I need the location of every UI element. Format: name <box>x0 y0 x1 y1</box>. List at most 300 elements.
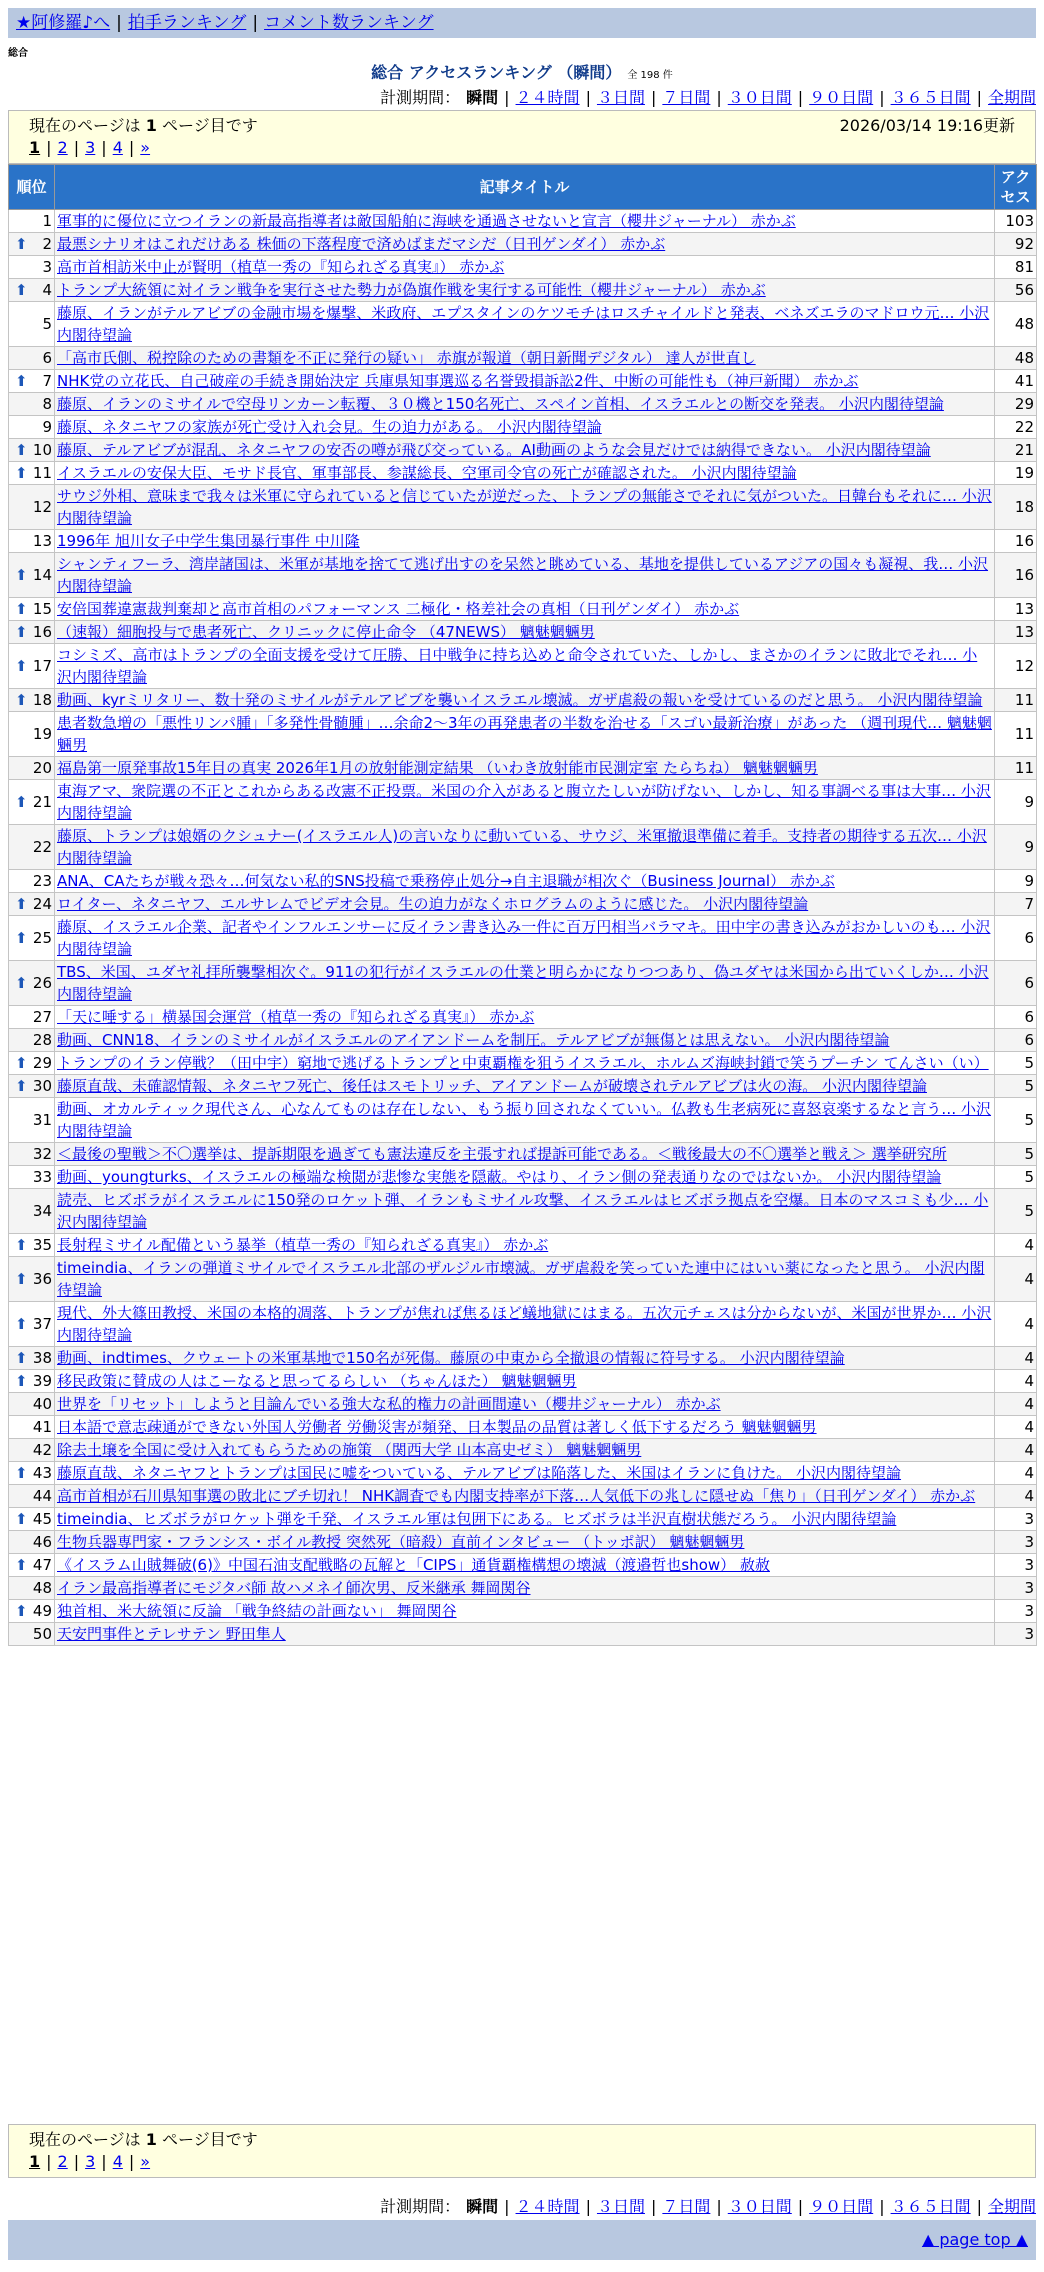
up-arrow-icon: ⬆ <box>15 929 28 947</box>
period-separator: | <box>797 2197 804 2216</box>
table-row <box>9 1485 1037 1508</box>
table-row <box>9 621 1037 644</box>
table-row <box>9 1257 1037 1302</box>
access-count: 12 <box>995 644 1037 689</box>
title-cell <box>55 893 995 916</box>
title-cell <box>55 689 995 712</box>
period-link[interactable]: ９０日間 <box>809 88 874 107</box>
home-link[interactable]: ★阿修羅♪へ <box>16 13 111 33</box>
period-link[interactable]: ７日間 <box>662 88 711 107</box>
page-links <box>29 137 1015 159</box>
article-link[interactable]: timeindia、イランの弾道ミサイルでイスラエル北部のザルジル市壊滅。ガザ虐殺を笑っていた連中にはいい薬になったと思う。 小沢内閣待望論 <box>57 1259 985 1299</box>
table-row <box>9 712 1037 757</box>
table-row <box>9 416 1037 439</box>
period-link[interactable]: ９０日間 <box>809 2197 874 2216</box>
rank-cell <box>9 370 55 393</box>
rank-number: 25 <box>32 929 52 947</box>
access-count: 6 <box>995 916 1037 961</box>
period-separator: | <box>716 2197 722 2216</box>
period-separator: | <box>976 88 982 107</box>
period-link[interactable]: ３６５日間 <box>890 2197 971 2216</box>
up-arrow-icon: ⬆ <box>15 372 28 390</box>
up-arrow-icon: ⬆ <box>15 1372 28 1390</box>
article-link[interactable]: 動画、CNN18、イランのミサイルがイスラエルのアイアンドームを制圧。テルアビブが無傷とは思えない。 小沢内閣待望論 <box>57 1031 890 1049</box>
period-link[interactable]: ７日間 <box>662 2197 711 2216</box>
access-count: 13 <box>995 621 1037 644</box>
ranking-table <box>8 164 1037 1646</box>
article-link[interactable]: 移民政策に賛成の人はこーなると思ってるらしい （ちゃんほた） 魑魅魍魎男 <box>57 1372 577 1390</box>
article-link[interactable]: 動画、kyrミリタリー、数十発のミサイルがテルアビブを襲いイスラエル壊滅。ガザ虐殺の報いを受けているのだと思う。 小沢内閣待望論 <box>57 691 983 709</box>
access-count: 22 <box>995 416 1037 439</box>
up-arrow-icon: ⬆ <box>15 464 28 482</box>
period-link[interactable]: ３０日間 <box>727 88 792 107</box>
article-link[interactable]: 日本語で意志疎通ができない外国人労働者 労働災害が頻発、日本製品の品質は著しく低下するだろう 魑魅魍魎男 <box>57 1418 817 1436</box>
article-link[interactable]: 現代、外大篠田教授、米国の本格的凋落、トランプが焦れば焦るほど蟻地獄にはまる。五次元チェスは分からないが、米国が世界か… 小沢内閣待望論 <box>57 1304 992 1344</box>
rank-number: 22 <box>32 838 52 856</box>
comment-ranking-link[interactable]: コメント数ランキング <box>264 13 434 33</box>
page-link[interactable]: 2 <box>57 138 68 157</box>
rank-cell <box>9 1531 55 1554</box>
access-count: 4 <box>995 1462 1037 1485</box>
table-row <box>9 1623 1037 1646</box>
access-count: 92 <box>995 233 1037 256</box>
table-row <box>9 870 1037 893</box>
clap-ranking-link[interactable]: 拍手ランキング <box>127 13 247 33</box>
page-title: 総合 アクセスランキング （瞬間） <box>371 63 622 82</box>
title-cell <box>55 1052 995 1075</box>
article-link[interactable]: 藤原直哉、ネタニヤフとトランプは国民に嘘をついている、テルアビブは陥落した、米国はイランに負けた。 小沢内閣待望論 <box>57 1464 902 1482</box>
rank-number: 16 <box>32 623 52 641</box>
article-link[interactable]: 動画、indtimes、クウェートの米軍基地で150名が死傷。藤原の中東から全撤退の情報に符号する。 小沢内閣待望論 <box>57 1349 845 1367</box>
up-arrow-icon: ⬆ <box>15 1315 28 1333</box>
title-cell <box>55 1370 995 1393</box>
period-separator: | <box>879 88 885 107</box>
article-link[interactable]: シャンティフーラ、湾岸諸国は、米軍が基地を捨てて逃げ出すのを呆然と眺めている、基地を提供しているアジアの国々も凝視、我… 小沢内閣待望論 <box>57 555 989 595</box>
table-row <box>9 1439 1037 1462</box>
table-row <box>9 1508 1037 1531</box>
period-link[interactable]: ２４時間 <box>515 88 580 107</box>
access-count: 29 <box>995 393 1037 416</box>
article-link[interactable]: 独首相、米大統領に反論 「戦争終結の計画ない」 舞岡関谷 <box>57 1602 457 1620</box>
rank-number: 11 <box>32 464 52 482</box>
table-row <box>9 1554 1037 1577</box>
article-link[interactable]: イラン最高指導者にモジタバ師 故ハメネイ師次男、反米継承 舞岡関谷 <box>57 1579 531 1597</box>
article-link[interactable]: 藤原、テルアビブが混乱、ネタニヤフの安否の噂が飛び交っている。AI動画のような会見だけでは納得できない。 小沢内閣待望論 <box>57 441 931 459</box>
rank-cell <box>9 1485 55 1508</box>
title-cell <box>55 302 995 347</box>
title-cell <box>55 530 995 553</box>
table-row <box>9 370 1037 393</box>
article-link[interactable]: 「天に唾する」横暴国会運営（植草一秀の『知られざる真実』） 赤かぶ <box>57 1008 535 1026</box>
access-count: 48 <box>995 302 1037 347</box>
title-cell <box>55 1508 995 1531</box>
table-row <box>9 462 1037 485</box>
access-count: 11 <box>995 757 1037 780</box>
access-count: 5 <box>995 1098 1037 1143</box>
title-cell <box>55 916 995 961</box>
rank-number: 20 <box>32 759 52 777</box>
article-link[interactable]: 高市首相訪米中止が賢明（植草一秀の『知られざる真実』） 赤かぶ <box>57 258 505 276</box>
period-separator: | <box>650 88 657 107</box>
title-cell <box>55 644 995 689</box>
access-count: 4 <box>995 1302 1037 1347</box>
title-cell <box>55 393 995 416</box>
current-page-link: 1 <box>29 138 41 157</box>
period-link[interactable]: ３０日間 <box>727 2197 792 2216</box>
title-cell <box>55 1006 995 1029</box>
access-count: 4 <box>995 1439 1037 1462</box>
rank-cell <box>9 210 55 233</box>
period-link[interactable]: 全期間 <box>987 2197 1036 2216</box>
nav-separator: | <box>116 13 122 33</box>
rank-number: 17 <box>32 657 52 675</box>
rank-cell <box>9 1257 55 1302</box>
page-links <box>29 2151 1015 2173</box>
article-link[interactable]: コシミズ、高市はトランプの全面支援を受けて圧勝、日中戦争に持ち込めと命令されていた、しかし、まさかのイランに敗北でそれ… 小沢内閣待望論 <box>57 646 978 686</box>
rank-number: 2 <box>42 235 52 253</box>
title-cell <box>55 1416 995 1439</box>
table-row <box>9 757 1037 780</box>
table-row <box>9 1075 1037 1098</box>
rank-number: 23 <box>32 872 52 890</box>
article-link[interactable]: 天安門事件とテレサテン 野田隼人 <box>57 1625 286 1643</box>
table-row <box>9 347 1037 370</box>
article-link[interactable]: 藤原、トランプは娘婿のクシュナー(イスラエル人)の言いなりに動いている、サウジ、米軍撤退準備に着手。支持者の期待する五次… 小沢内閣待望論 <box>57 827 987 867</box>
title-cell <box>55 712 995 757</box>
rank-number: 39 <box>32 1372 52 1390</box>
page-top-link[interactable]: ▲ page top ▲ <box>921 2230 1028 2249</box>
rank-cell <box>9 439 55 462</box>
rank-cell <box>9 1234 55 1257</box>
period-separator: | <box>650 2197 657 2216</box>
access-count: 3 <box>995 1623 1037 1646</box>
table-row <box>9 893 1037 916</box>
title-cell <box>55 1257 995 1302</box>
article-link[interactable]: 動画、オカルティック現代さん、心なんてものは存在しない、もう振り回されなくていい。仏教も生老病死に喜怒哀楽するなと言う… 小沢内閣待望論 <box>57 1100 992 1140</box>
up-arrow-icon: ⬆ <box>15 1270 28 1288</box>
title-cell <box>55 825 995 870</box>
up-arrow-icon: ⬆ <box>15 1464 28 1482</box>
article-link[interactable]: （速報）細胞投与で患者死亡、クリニックに停止命令 （47NEWS） 魑魅魍魎男 <box>57 623 595 641</box>
rank-number: 37 <box>32 1315 52 1333</box>
title-column-header: 記事タイトル <box>55 165 995 210</box>
up-arrow-icon: ⬆ <box>15 793 28 811</box>
article-link[interactable]: 読売、ヒズボラがイスラエルに150発のロケット弾、イランもミサイル攻撃、イスラエルはヒズボラ拠点を空爆。日本のマスコミも少… 小沢内閣待望論 <box>57 1191 989 1231</box>
rank-number: 32 <box>32 1145 52 1163</box>
title-cell <box>55 1143 995 1166</box>
access-count: 3 <box>995 1600 1037 1623</box>
table-row <box>9 1052 1037 1075</box>
period-link[interactable]: 全期間 <box>987 88 1036 107</box>
page-link[interactable]: 3 <box>85 2152 96 2171</box>
rank-number: 40 <box>32 1395 52 1413</box>
page-link[interactable]: 4 <box>112 2152 123 2171</box>
access-count: 4 <box>995 1347 1037 1370</box>
table-row <box>9 1029 1037 1052</box>
period-separator: | <box>585 2197 591 2216</box>
period-link[interactable]: ２４時間 <box>515 2197 580 2216</box>
rank-number: 21 <box>32 793 52 811</box>
article-link[interactable]: 藤原、イスラエル企業、記者やインフルエンサーに反イラン書き込み一件に百万円相当バラマキ。田中宇の書き込みがおかしいのも… 小沢内閣待望論 <box>57 918 991 958</box>
period-separator: | <box>976 2197 982 2216</box>
access-count: 13 <box>995 598 1037 621</box>
rank-cell <box>9 233 55 256</box>
rank-number: 49 <box>32 1602 52 1620</box>
access-count: 4 <box>995 1393 1037 1416</box>
rank-number: 19 <box>32 725 52 743</box>
rank-cell <box>9 961 55 1006</box>
table-header <box>9 165 1037 210</box>
next-page-link[interactable]: » <box>140 138 151 157</box>
page-separator: | <box>46 2152 52 2171</box>
rank-cell <box>9 256 55 279</box>
access-count: 5 <box>995 1166 1037 1189</box>
access-count: 4 <box>995 1234 1037 1257</box>
page-separator: | <box>46 138 52 157</box>
rank-number: 3 <box>42 258 52 276</box>
period-separator: | <box>504 2197 510 2216</box>
access-count: 3 <box>995 1554 1037 1577</box>
page-link[interactable]: 3 <box>85 138 96 157</box>
table-row <box>9 553 1037 598</box>
access-count: 81 <box>995 256 1037 279</box>
page-separator: | <box>128 2152 135 2171</box>
rank-cell <box>9 1462 55 1485</box>
table-row <box>9 1531 1037 1554</box>
period-link[interactable]: ３日間 <box>596 88 645 107</box>
access-count: 56 <box>995 279 1037 302</box>
table-row <box>9 689 1037 712</box>
table-row <box>9 530 1037 553</box>
access-count: 11 <box>995 712 1037 757</box>
article-link[interactable]: トランプのイラン停戦？（田中宇）窮地で逃げるトランプと中東覇権を狙うイスラエル、ホルムズ海峡封鎖で笑うプーチン てんさい（い） <box>57 1054 989 1072</box>
table-row <box>9 1600 1037 1623</box>
title-cell <box>55 1577 995 1600</box>
access-count: 11 <box>995 689 1037 712</box>
title-cell <box>55 347 995 370</box>
access-count: 7 <box>995 893 1037 916</box>
title-cell <box>55 1029 995 1052</box>
table-row <box>9 1143 1037 1166</box>
rank-cell <box>9 1029 55 1052</box>
access-count: 5 <box>995 1052 1037 1075</box>
article-link[interactable]: 「高市氏側、税控除のための書類を不正に発行の疑い」 赤旗が報道（朝日新聞デジタル） 達人が世直し <box>57 349 756 367</box>
current-page-text: 現在のページは 1 ページ目です <box>29 116 258 135</box>
article-link[interactable]: 1996年 旭川女子中学生集団暴行事件 中川隆 <box>57 532 360 550</box>
article-link[interactable]: ロイター、ネタニヤフ、エルサレムでビデオ会見。生の迫力がなくホログラムのように感じた。 小沢内閣待望論 <box>57 895 809 913</box>
article-link[interactable]: イスラエルの安保大臣、モサド長官、軍事部長、参謀総長、空軍司令官の死亡が確認された。 小沢内閣待望論 <box>57 464 797 482</box>
table-row <box>9 1462 1037 1485</box>
access-count: 3 <box>995 1508 1037 1531</box>
title-cell <box>55 757 995 780</box>
title-cell <box>55 439 995 462</box>
rank-cell <box>9 1166 55 1189</box>
rank-cell <box>9 621 55 644</box>
rank-number: 29 <box>32 1054 52 1072</box>
next-page-link[interactable]: » <box>140 2152 151 2171</box>
article-link[interactable]: timeindia、ヒズボラがロケット弾を千発、イスラエル軍は包囲下にある。ヒズボラは半沢直樹状態だろう。 小沢内閣待望論 <box>57 1510 897 1528</box>
rank-number: 42 <box>32 1441 52 1459</box>
rank-cell <box>9 1075 55 1098</box>
access-count: 19 <box>995 462 1037 485</box>
period-label: 計測期間： <box>380 2197 461 2216</box>
period-separator: | <box>504 88 510 107</box>
article-link[interactable]: 《イスラム山賊舞破(6)》中国石油支配戦略の瓦解と「CIPS」通貨覇権構想の壊滅（渡邉哲也show） 赦赦 <box>57 1556 770 1574</box>
period-current: 瞬間 <box>466 2197 499 2216</box>
access-count: 4 <box>995 1416 1037 1439</box>
rank-cell <box>9 416 55 439</box>
access-count: 16 <box>995 553 1037 598</box>
pager-bottom <box>8 2124 1036 2178</box>
access-count: 16 <box>995 530 1037 553</box>
title-cell <box>55 279 995 302</box>
rank-number: 4 <box>42 281 52 299</box>
table-row <box>9 233 1037 256</box>
table-row <box>9 1347 1037 1370</box>
article-link[interactable]: トランプ大統領に対イラン戦争を実行させた勢力が偽旗作戦を実行する可能性（櫻井ジャーナル） 赤かぶ <box>57 281 766 299</box>
article-link[interactable]: 患者数急増の「悪性リンパ腫」「多発性骨髄腫」…余命2～3年の再発患者の半数を治せる「スゴい最新治療」があった （週刊現代… 魑魅魍魎男 <box>57 714 992 754</box>
top-navigation <box>8 8 1036 38</box>
period-selector-bottom <box>380 2194 1036 2217</box>
table-row <box>9 1302 1037 1347</box>
table-row <box>9 256 1037 279</box>
period-label: 計測期間： <box>380 88 461 107</box>
title-cell <box>55 210 995 233</box>
article-link[interactable]: 福島第一原発事故15年目の真実 2026年1月の放射能測定結果 （いわき放射能市民測定室 たらちね） 魑魅魍魎男 <box>57 759 818 777</box>
period-separator: | <box>716 88 722 107</box>
rank-number: 48 <box>32 1579 52 1597</box>
rank-number: 50 <box>32 1625 52 1643</box>
up-arrow-icon: ⬆ <box>15 623 28 641</box>
access-count: 5 <box>995 1189 1037 1234</box>
table-row <box>9 1166 1037 1189</box>
page-link[interactable]: 2 <box>57 2152 68 2171</box>
article-link[interactable]: 藤原、ネタニヤフの家族が死亡受け入れ会見。生の迫力がある。 小沢内閣待望論 <box>57 418 602 436</box>
rank-cell <box>9 1554 55 1577</box>
table-row <box>9 302 1037 347</box>
up-arrow-icon: ⬆ <box>15 1054 28 1072</box>
access-count: 9 <box>995 825 1037 870</box>
access-count: 4 <box>995 1370 1037 1393</box>
article-link[interactable]: 東海アマ、衆院選の不正とこれからある改憲不正投票。米国の介入があると腹立たしいが防げない、しかし、知る事調べる事は大事… 小沢内閣待望論 <box>57 782 991 822</box>
table-row <box>9 961 1037 1006</box>
rank-cell <box>9 1302 55 1347</box>
current-page-text: 現在のページは 1 ページ目です <box>29 2130 258 2149</box>
article-link[interactable]: 藤原直哉、未確認情報、ネタニヤフ死亡、後任はスモトリッチ、アイアンドームが破壊されテルアビブは火の海。 小沢内閣待望論 <box>57 1077 927 1095</box>
rank-cell <box>9 1577 55 1600</box>
rank-cell <box>9 780 55 825</box>
table-row <box>9 598 1037 621</box>
rank-cell <box>9 1098 55 1143</box>
page-separator: | <box>128 138 135 157</box>
article-link[interactable]: 軍事的に優位に立つイランの新最高指導者は敵国船舶に海峡を通過させないと宣言（櫻井ジャーナル） 赤かぶ <box>57 212 796 230</box>
article-link[interactable]: TBS、米国、ユダヤ礼拝所襲撃相次ぐ。911の犯行がイスラエルの仕業と明らかになりつつあり、偽ユダヤは米国から出ていくしか… 小沢内閣待望論 <box>57 963 989 1003</box>
rank-number: 45 <box>32 1510 52 1528</box>
rank-cell <box>9 279 55 302</box>
title-cell <box>55 1554 995 1577</box>
article-link[interactable]: 藤原、イランがテルアビブの金融市場を爆撃、米政府、エプスタインのケツモチはロスチャイルドと発表、ベネズエラのマドロウ元… 小沢内閣待望論 <box>57 304 990 344</box>
page-link[interactable]: 4 <box>112 138 123 157</box>
period-link[interactable]: ３日間 <box>596 2197 645 2216</box>
rank-cell <box>9 893 55 916</box>
rank-number: 43 <box>32 1464 52 1482</box>
rank-cell <box>9 393 55 416</box>
title-cell <box>55 1098 995 1143</box>
rank-cell <box>9 530 55 553</box>
access-count: 6 <box>995 1029 1037 1052</box>
up-arrow-icon: ⬆ <box>15 281 28 299</box>
up-arrow-icon: ⬆ <box>15 1602 28 1620</box>
rank-cell <box>9 712 55 757</box>
table-row <box>9 393 1037 416</box>
table-row <box>9 825 1037 870</box>
up-arrow-icon: ⬆ <box>15 441 28 459</box>
rank-number: 14 <box>32 566 52 584</box>
article-link[interactable]: 除去土壌を全国に受け入れてもらうための施策 （関西大学 山本高史ゼミ） 魑魅魍魎男 <box>57 1441 642 1459</box>
title-cell <box>55 1439 995 1462</box>
rank-number: 44 <box>32 1487 52 1505</box>
period-separator: | <box>879 2197 885 2216</box>
table-row <box>9 1234 1037 1257</box>
access-count: 103 <box>995 210 1037 233</box>
article-link[interactable]: NHK党の立花氏、自己破産の手続き開始決定 兵庫県知事選巡る名誉毀損訴訟2件、中断の可能性も（神戸新聞） 赤かぶ <box>57 372 859 390</box>
access-count: 3 <box>995 1577 1037 1600</box>
table-row <box>9 1577 1037 1600</box>
article-link[interactable]: 世界を「リセット」しようと目論んでいる強大な私的権力の計画間違い（櫻井ジャーナル） 赤かぶ <box>57 1395 721 1413</box>
up-arrow-icon: ⬆ <box>15 895 28 913</box>
access-count: 21 <box>995 439 1037 462</box>
title-cell <box>55 1189 995 1234</box>
article-link[interactable]: 最悪シナリオはこれだけある 株価の下落程度で済めばまだマシだ（日刊ゲンダイ） 赤かぶ <box>57 235 666 253</box>
rank-cell <box>9 757 55 780</box>
article-link[interactable]: 動画、youngturks、イスラエルの極端な検閲が悲惨な実態を隠蔽。やはり、イラン側の発表通りなのではないか。 小沢内閣待望論 <box>57 1168 942 1186</box>
article-link[interactable]: 長射程ミサイル配備という暴挙（植草一秀の『知られざる真実』） 赤かぶ <box>57 1236 549 1254</box>
rank-cell <box>9 1370 55 1393</box>
rank-number: 28 <box>32 1031 52 1049</box>
article-link[interactable]: ＜最後の聖戦＞不〇選挙は、提訴期限を過ぎても憲法違反を主張すれば提訴可能である。＜戦後最大の不〇選挙と戦え＞ 選挙研究所 <box>57 1145 947 1163</box>
page-separator: | <box>101 2152 107 2171</box>
period-link[interactable]: ３６５日間 <box>890 88 971 107</box>
table-row <box>9 780 1037 825</box>
article-link[interactable]: ANA、CAたちが戦々恐々…何気ない私的SNS投稿で乗務停止処分→自主退職が相次ぐ（Business Journal） 赤かぶ <box>57 872 835 890</box>
table-row <box>9 1370 1037 1393</box>
rank-column-header: 順位 <box>9 165 55 210</box>
rank-cell <box>9 1006 55 1029</box>
article-link[interactable]: 高市首相が石川県知事選の敗北にブチ切れ！ NHK調査でも内閣支持率が下落…人気低下の兆しに隠せぬ「焦り」（日刊ゲンダイ） 赤かぶ <box>57 1487 976 1505</box>
access-count: 4 <box>995 1485 1037 1508</box>
rank-number: 36 <box>32 1270 52 1288</box>
table-row <box>9 485 1037 530</box>
title-cell <box>55 1302 995 1347</box>
rank-cell <box>9 825 55 870</box>
table-row <box>9 210 1037 233</box>
article-link[interactable]: 安倍国葬違憲裁判棄却と高市首相のパフォーマンス 二極化・格差社会の真相（日刊ゲンダイ） 赤かぶ <box>57 600 740 618</box>
period-separator: | <box>585 88 591 107</box>
rank-number: 10 <box>32 441 52 459</box>
up-arrow-icon: ⬆ <box>15 1236 28 1254</box>
title-cell <box>55 1166 995 1189</box>
title-cell <box>55 1623 995 1646</box>
article-link[interactable]: 藤原、イランのミサイルで空母リンカーン転覆、３０機と150名死亡、スペイン首相、イスラエルとの断交を発表。 小沢内閣待望論 <box>57 395 944 413</box>
page-separator: | <box>73 138 80 157</box>
rank-cell <box>9 1600 55 1623</box>
article-link[interactable]: サウジ外相、意味まで我々は米軍に守られていると信じていたが逆だった、トランプの無能さでそれに気がついた。日韓台もそれに… 小沢内閣待望論 <box>57 487 992 527</box>
rank-number: 33 <box>32 1168 52 1186</box>
updated-timestamp: 2026/03/14 19:16更新 <box>839 116 1015 135</box>
rank-cell <box>9 485 55 530</box>
rank-cell <box>9 1347 55 1370</box>
article-link[interactable]: 生物兵器専門家・フランシス・ボイル教授 突然死（暗殺）直前インタビュー （トッポ訳） 魑魅魍魎男 <box>57 1533 745 1551</box>
